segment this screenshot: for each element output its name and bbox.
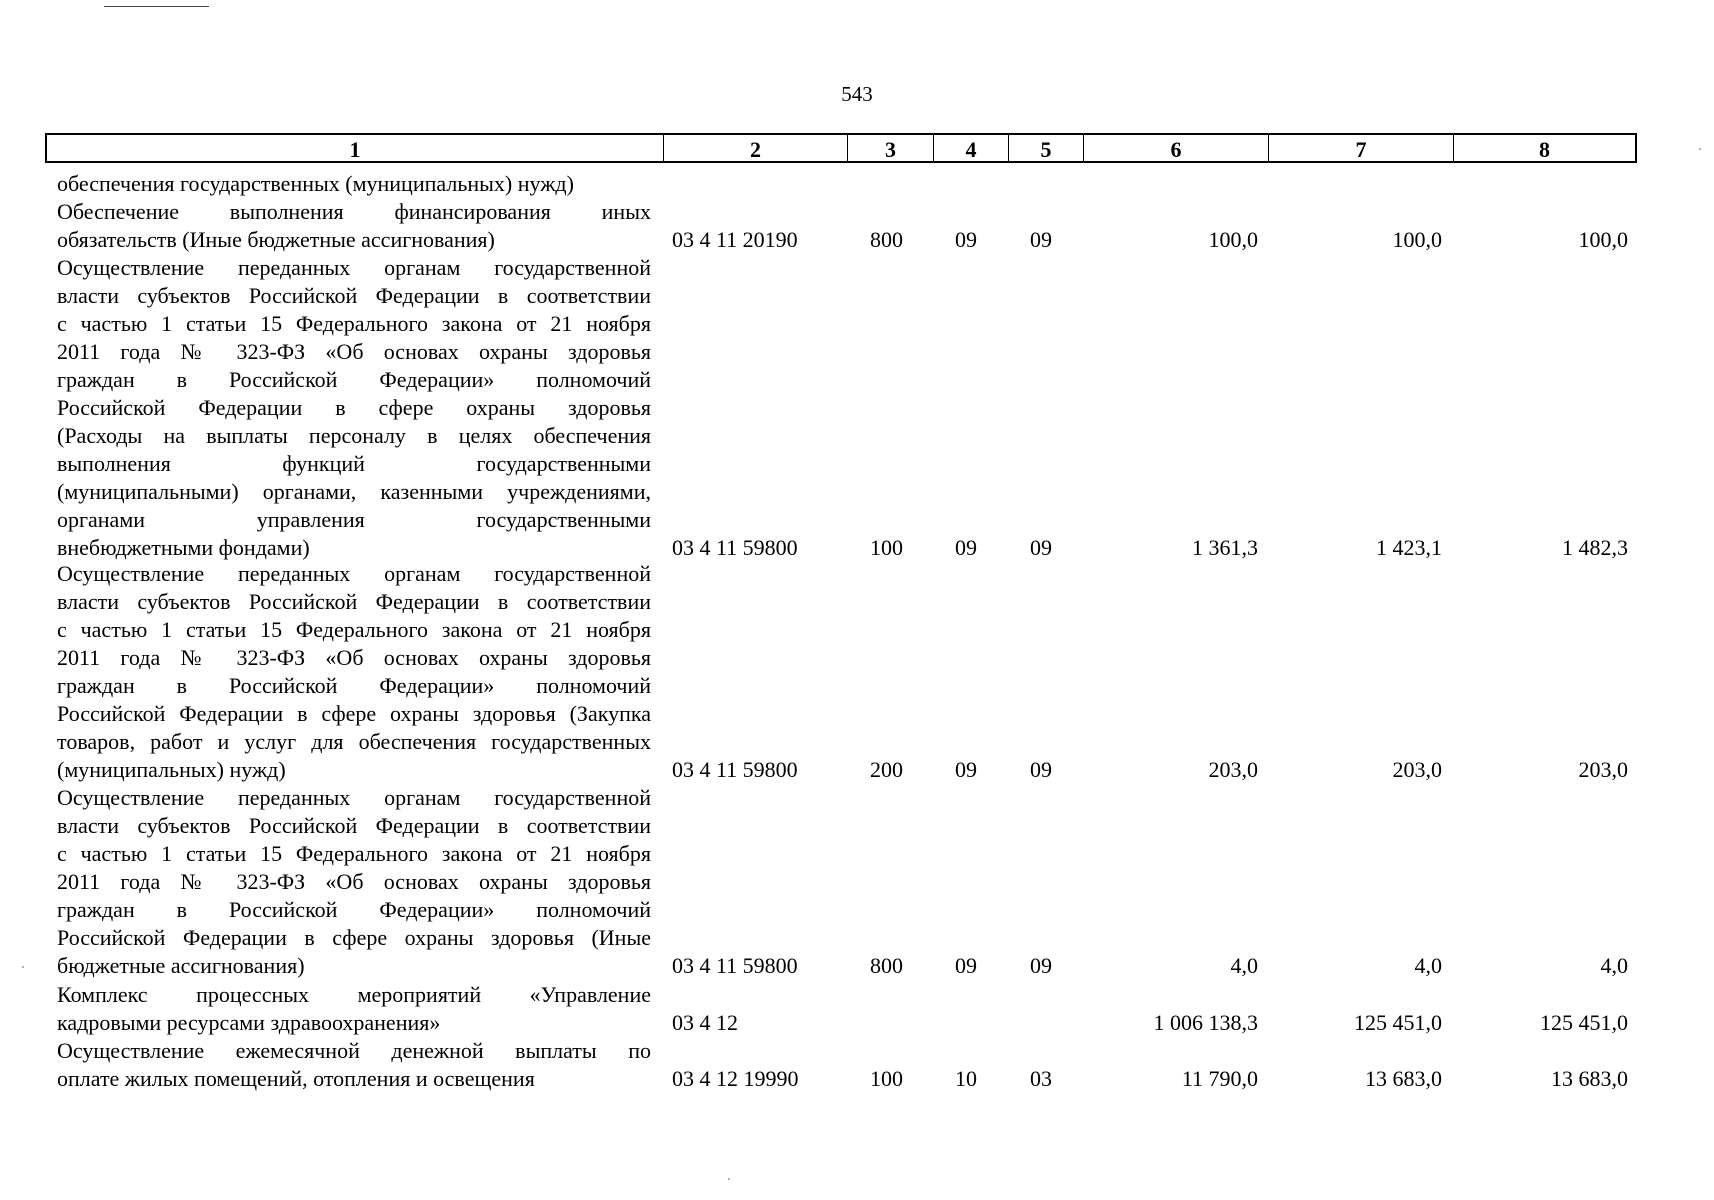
description-line: товаров, работ и услуг для обеспечения государственных — [57, 729, 651, 754]
description-line: 2011 года № 323-ФЗ «Об основах охраны здоровья — [57, 339, 651, 364]
description-line: власти субъектов Российской Федерации в соответствии — [57, 283, 651, 308]
description-line: с частью 1 статьи 15 Федерального закона от 21 ноября — [57, 841, 651, 866]
row-col-5: 09 — [1030, 757, 1052, 782]
description-line: Осуществление переданных органам государственной — [57, 255, 651, 280]
row-col-7: 13 683,0 — [1365, 1066, 1442, 1091]
table-header — [45, 133, 1637, 163]
row-code: 03 4 11 59800 — [672, 953, 798, 978]
description-line: оплате жилых помещений, отопления и освещения — [57, 1066, 535, 1091]
row-description — [57, 981, 651, 1037]
page-number: 543 — [841, 82, 873, 106]
description-line: выполнения функций государственными — [57, 451, 651, 476]
scan-speck — [22, 966, 24, 968]
row-col-5: 09 — [1030, 535, 1052, 560]
row-col-4: 09 — [955, 953, 977, 978]
row-col-5: 09 — [1030, 227, 1052, 252]
row-col-5: 03 — [1030, 1066, 1052, 1091]
description-line: обеспечения государственных (муниципальных) нужд) — [57, 171, 574, 196]
row-col-8: 203,0 — [1578, 757, 1628, 782]
description-line: (муниципальных) нужд) — [57, 757, 286, 782]
row-description — [57, 254, 651, 562]
description-line: Российской Федерации в сфере охраны здоровья (Закупка — [57, 701, 651, 726]
header-cell-6: 6 — [1084, 135, 1269, 161]
description-line: (муниципальными) органами, казенными учреждениями, — [57, 479, 651, 504]
row-col-3: 100 — [870, 1066, 903, 1091]
description-line: Осуществление ежемесячной денежной выплаты по — [57, 1038, 651, 1063]
row-code: 03 4 11 20190 — [672, 227, 798, 252]
row-col-8: 1 482,3 — [1562, 535, 1628, 560]
description-line: бюджетные ассигнования) — [57, 953, 305, 978]
row-col-5: 09 — [1030, 953, 1052, 978]
description-line: Российской Федерации в сфере охраны здоровья — [57, 395, 651, 420]
description-line: 2011 года № 323-ФЗ «Об основах охраны здоровья — [57, 869, 651, 894]
row-col-4: 09 — [955, 227, 977, 252]
description-line: власти субъектов Российской Федерации в соответствии — [57, 813, 651, 838]
header-cell-5: 5 — [1009, 135, 1084, 161]
row-col-6: 1 361,3 — [1192, 535, 1258, 560]
header-cell-1: 1 — [47, 135, 664, 161]
row-col-8: 13 683,0 — [1551, 1066, 1628, 1091]
row-description — [57, 560, 651, 784]
header-cell-3: 3 — [848, 135, 934, 161]
row-col-4: 09 — [955, 535, 977, 560]
row-description — [57, 170, 651, 198]
row-description — [57, 1037, 651, 1093]
description-line: с частью 1 статьи 15 Федерального закона от 21 ноября — [57, 311, 651, 336]
description-line: (Расходы на выплаты персоналу в целях обеспечения — [57, 423, 651, 448]
description-line: Осуществление переданных органам государственной — [57, 561, 651, 586]
row-col-7: 125 451,0 — [1354, 1010, 1442, 1035]
header-cell-8: 8 — [1539, 137, 1550, 162]
row-col-4: 10 — [955, 1066, 977, 1091]
description-line: обязательств (Иные бюджетные ассигнования) — [57, 227, 495, 252]
row-col-6: 11 790,0 — [1181, 1066, 1258, 1091]
description-line: органами управления государственными — [57, 507, 651, 532]
description-line: внебюджетными фондами) — [57, 535, 310, 560]
description-line: 2011 года № 323-ФЗ «Об основах охраны здоровья — [57, 645, 651, 670]
description-line: власти субъектов Российской Федерации в соответствии — [57, 589, 651, 614]
row-col-7: 203,0 — [1392, 757, 1442, 782]
row-col-8: 125 451,0 — [1540, 1010, 1628, 1035]
description-line: с частью 1 статьи 15 Федерального закона от 21 ноября — [57, 617, 651, 642]
row-col-7: 100,0 — [1392, 227, 1442, 252]
row-code: 03 4 12 — [672, 1010, 738, 1035]
scan-speck — [1699, 148, 1701, 150]
row-col-7: 1 423,1 — [1376, 535, 1442, 560]
header-cell-2: 2 — [664, 135, 848, 161]
header-cell-4: 4 — [934, 135, 1009, 161]
description-line: Осуществление переданных органам государственной — [57, 785, 651, 810]
description-line: Комплекс процессных мероприятий «Управление — [57, 982, 651, 1007]
top-rule — [104, 6, 209, 7]
row-col-7: 4,0 — [1414, 953, 1442, 978]
row-code: 03 4 12 19990 — [672, 1066, 799, 1091]
description-line: Российской Федерации в сфере охраны здоровья (Иные — [57, 925, 651, 950]
row-col-3: 100 — [870, 535, 903, 560]
description-line: кадровыми ресурсами здравоохранения» — [57, 1010, 441, 1035]
row-col-6: 100,0 — [1208, 227, 1258, 252]
row-col-8: 4,0 — [1600, 953, 1628, 978]
row-description — [57, 784, 651, 980]
row-col-4: 09 — [955, 757, 977, 782]
description-line: граждан в Российской Федерации» полномочий — [57, 673, 651, 698]
header-cell-7: 7 — [1269, 135, 1454, 161]
row-col-8: 100,0 — [1578, 227, 1628, 252]
row-col-6: 1 006 138,3 — [1153, 1010, 1258, 1035]
description-line: граждан в Российской Федерации» полномочий — [57, 367, 651, 392]
row-code: 03 4 11 59800 — [672, 757, 798, 782]
row-col-6: 4,0 — [1230, 953, 1258, 978]
row-col-3: 800 — [870, 227, 903, 252]
row-col-3: 800 — [870, 953, 903, 978]
description-line: граждан в Российской Федерации» полномочий — [57, 897, 651, 922]
row-col-3: 200 — [870, 757, 903, 782]
scan-speck — [728, 1178, 730, 1180]
row-col-6: 203,0 — [1208, 757, 1258, 782]
row-description — [57, 198, 651, 254]
description-line: Обеспечение выполнения финансирования иных — [57, 199, 651, 224]
row-code: 03 4 11 59800 — [672, 535, 798, 560]
